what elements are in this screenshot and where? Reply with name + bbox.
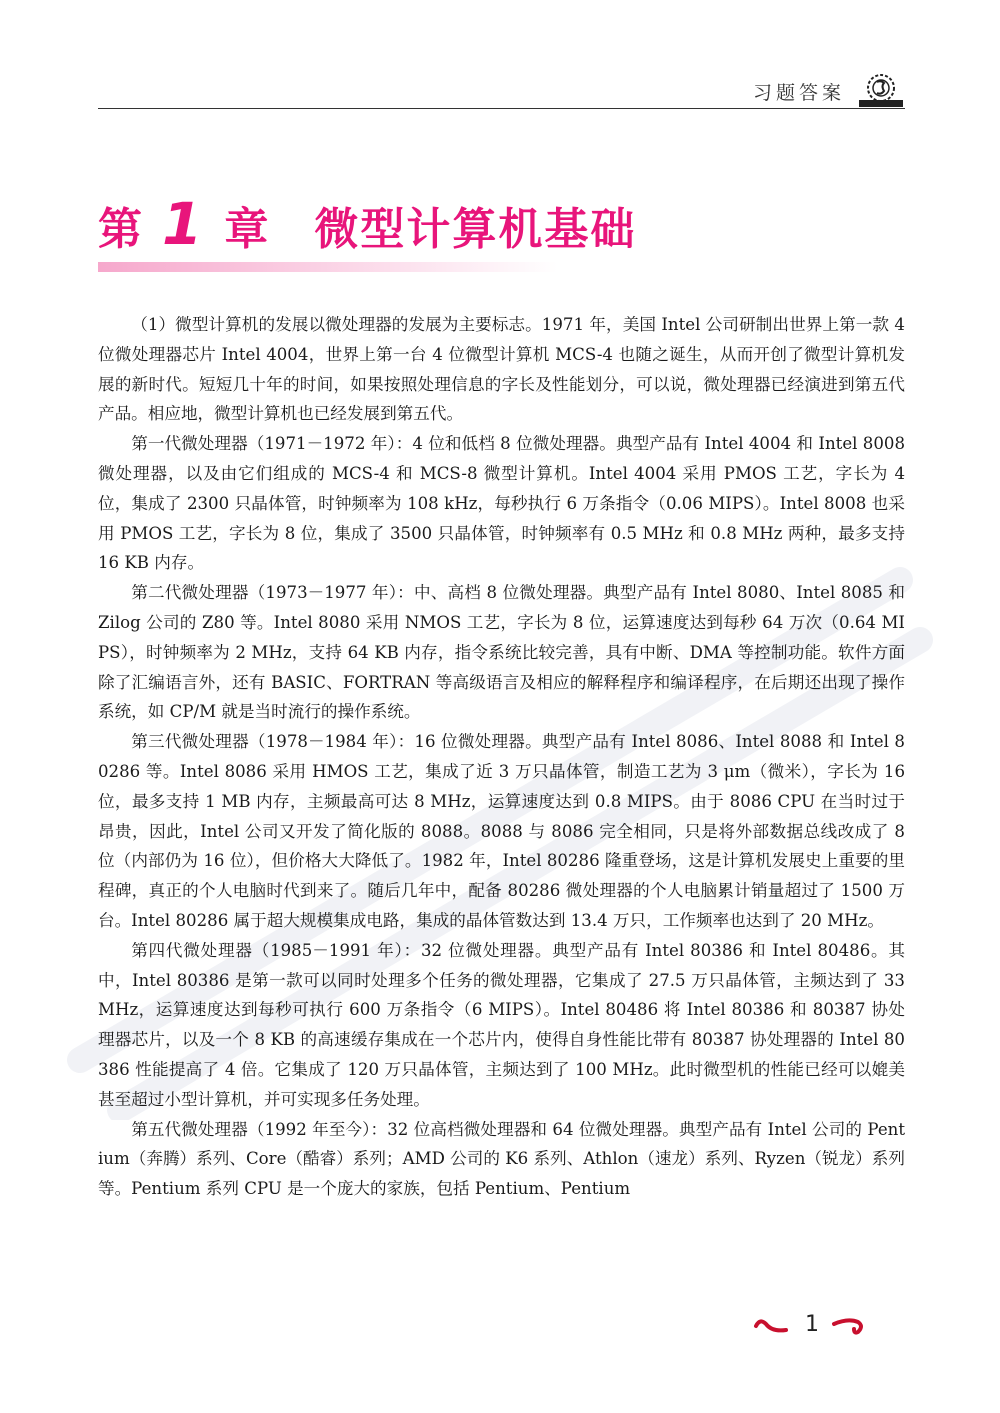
page-number: 1 — [805, 1312, 819, 1337]
chapter-number: 1 — [162, 190, 203, 258]
header-title: 习题答案 — [752, 82, 845, 104]
paragraph-gen2: 第二代微处理器（1973－1977 年）：中、高档 8 位微处理器。典型产品有 Intel 8080、Intel 8085 和 Zilog 公司的 Z80 等。Intel 8080 采用 NMOS 工艺，字长为 8 位，运算速度达到每秒 64 万次（0.64 MIPS），时钟频率为 2 MHz，支持 64 KB 内存，指令系统比较完善，具有中断、DMA 等控制功能。软件方面除了汇编语言外，还有 BASIC、FORTRAN 等高级语言及相应的解释程序和编译程序，在后期还出现了操作系统，如 CP/M 就是当时流行的操作系统。 — [98, 583, 905, 722]
answer-body — [98, 310, 905, 1204]
book-emblem-icon — [857, 72, 905, 108]
paragraph-gen1: 第一代微处理器（1971－1972 年）：4 位和低档 8 位微处理器。典型产品有 Intel 4004 和 Intel 8008 微处理器，以及由它们组成的 MCS-4 和 MCS-8 微型计算机。Intel 4004 采用 PMOS 工艺，字长为 4 位，集成了 2300 只晶体管，时钟频率为 108 kHz，每秒执行 6 万条指令（0.06 MIPS）。Intel 8008 也采用 PMOS 工艺，字长为 8 位，集成了 3500 只晶体管，时钟频率有 0.5 MHz 和 0.8 MHz 两种，最多支持 16 KB 内存。 — [98, 434, 905, 573]
paragraph-gen5: 第五代微处理器（1992 年至今）：32 位高档微处理器和 64 位微处理器。典型产品有 Intel 公司的 Pentium（奔腾）系列、Core（酷睿）系列；AMD 公司的 K6 系列、Athlon（速龙）系列、Ryzen（锐龙）系列等。Pentium 系列 CPU 是一个庞大的家族，包括 Pentium、Pentium — [98, 1119, 905, 1199]
paragraph-gen4: 第四代微处理器（1985－1991 年）：32 位微处理器。典型产品有 Intel 80386 和 Intel 80486。其中，Intel 80386 是第一款可以同时处理多个任务的微处理器，它集成了 27.5 万只晶体管，主频达到了 33 MHz，运算速度达到每秒可执行 600 万条指令（6 MIPS）。Intel 80486 将 Intel 80386 和 80387 协处理器芯片，以及一个 8 KB 的高速缓存集成在一个芯片内，使得自身性能比带有 80387 协处理器的 Intel 80386 性能提高了 4 倍。它集成了 120 万只晶体管，主频达到了 100 MHz。此时微型机的性能已经可以媲美甚至超过小型计算机，并可实现多任务处理。 — [98, 940, 905, 1109]
page-header — [98, 72, 905, 109]
chapter-heading — [98, 190, 636, 260]
paragraph-gen3: 第三代微处理器（1978－1984 年）：16 位微处理器。典型产品有 Intel 8086、Intel 8088 和 Intel 80286 等。Intel 8086 采用 HMOS 工艺，集成了近 3 万只晶体管，制造工艺为 3 μm（微米），字长为 16 位，最多支持 1 MB 内存，主频最高可达 8 MHz，运算速度达到 0.8 MIPS。由于 8086 CPU 在当时过于昂贵，因此，Intel 公司又开发了简化版的 8088。8088 与 8086 完全相同，只是将外部数据总线改成了 8 位（内部仍为 16 位），但价格大大降低了。1982 年，Intel 80286 隆重登场，这是计算机发展史上重要的里程碑，真正的个人电脑时代到来了。随后几年中，配备 80286 微处理器的个人电脑累计销量超过了 1500 万台。Intel 80286 属于超大规模集成电路，集成的晶体管数达到 13.4 万只，工作频率也达到了 20 MHz。 — [98, 732, 905, 930]
chapter-underline-bar — [98, 262, 558, 272]
chapter-suffix: 章 — [224, 204, 269, 255]
chapter-title: 微型计算机基础 — [314, 204, 637, 255]
chapter-prefix: 第 — [98, 204, 142, 255]
paragraph-intro: （1）微型计算机的发展以微处理器的发展为主要标志。1971 年，美国 Intel 公司研制出世界上第一款 4 位微处理器芯片 Intel 4004，世界上第一台 4 位微型计算机 MCS-4 也随之诞生，从而开创了微型计算机发展的新时代。短短几十年的时间，如果按照处理信息的字长及性能划分，可以说，微处理器已经演进到第五代产品。相应地，微型计算机也已经发展到第五代。 — [98, 315, 905, 424]
